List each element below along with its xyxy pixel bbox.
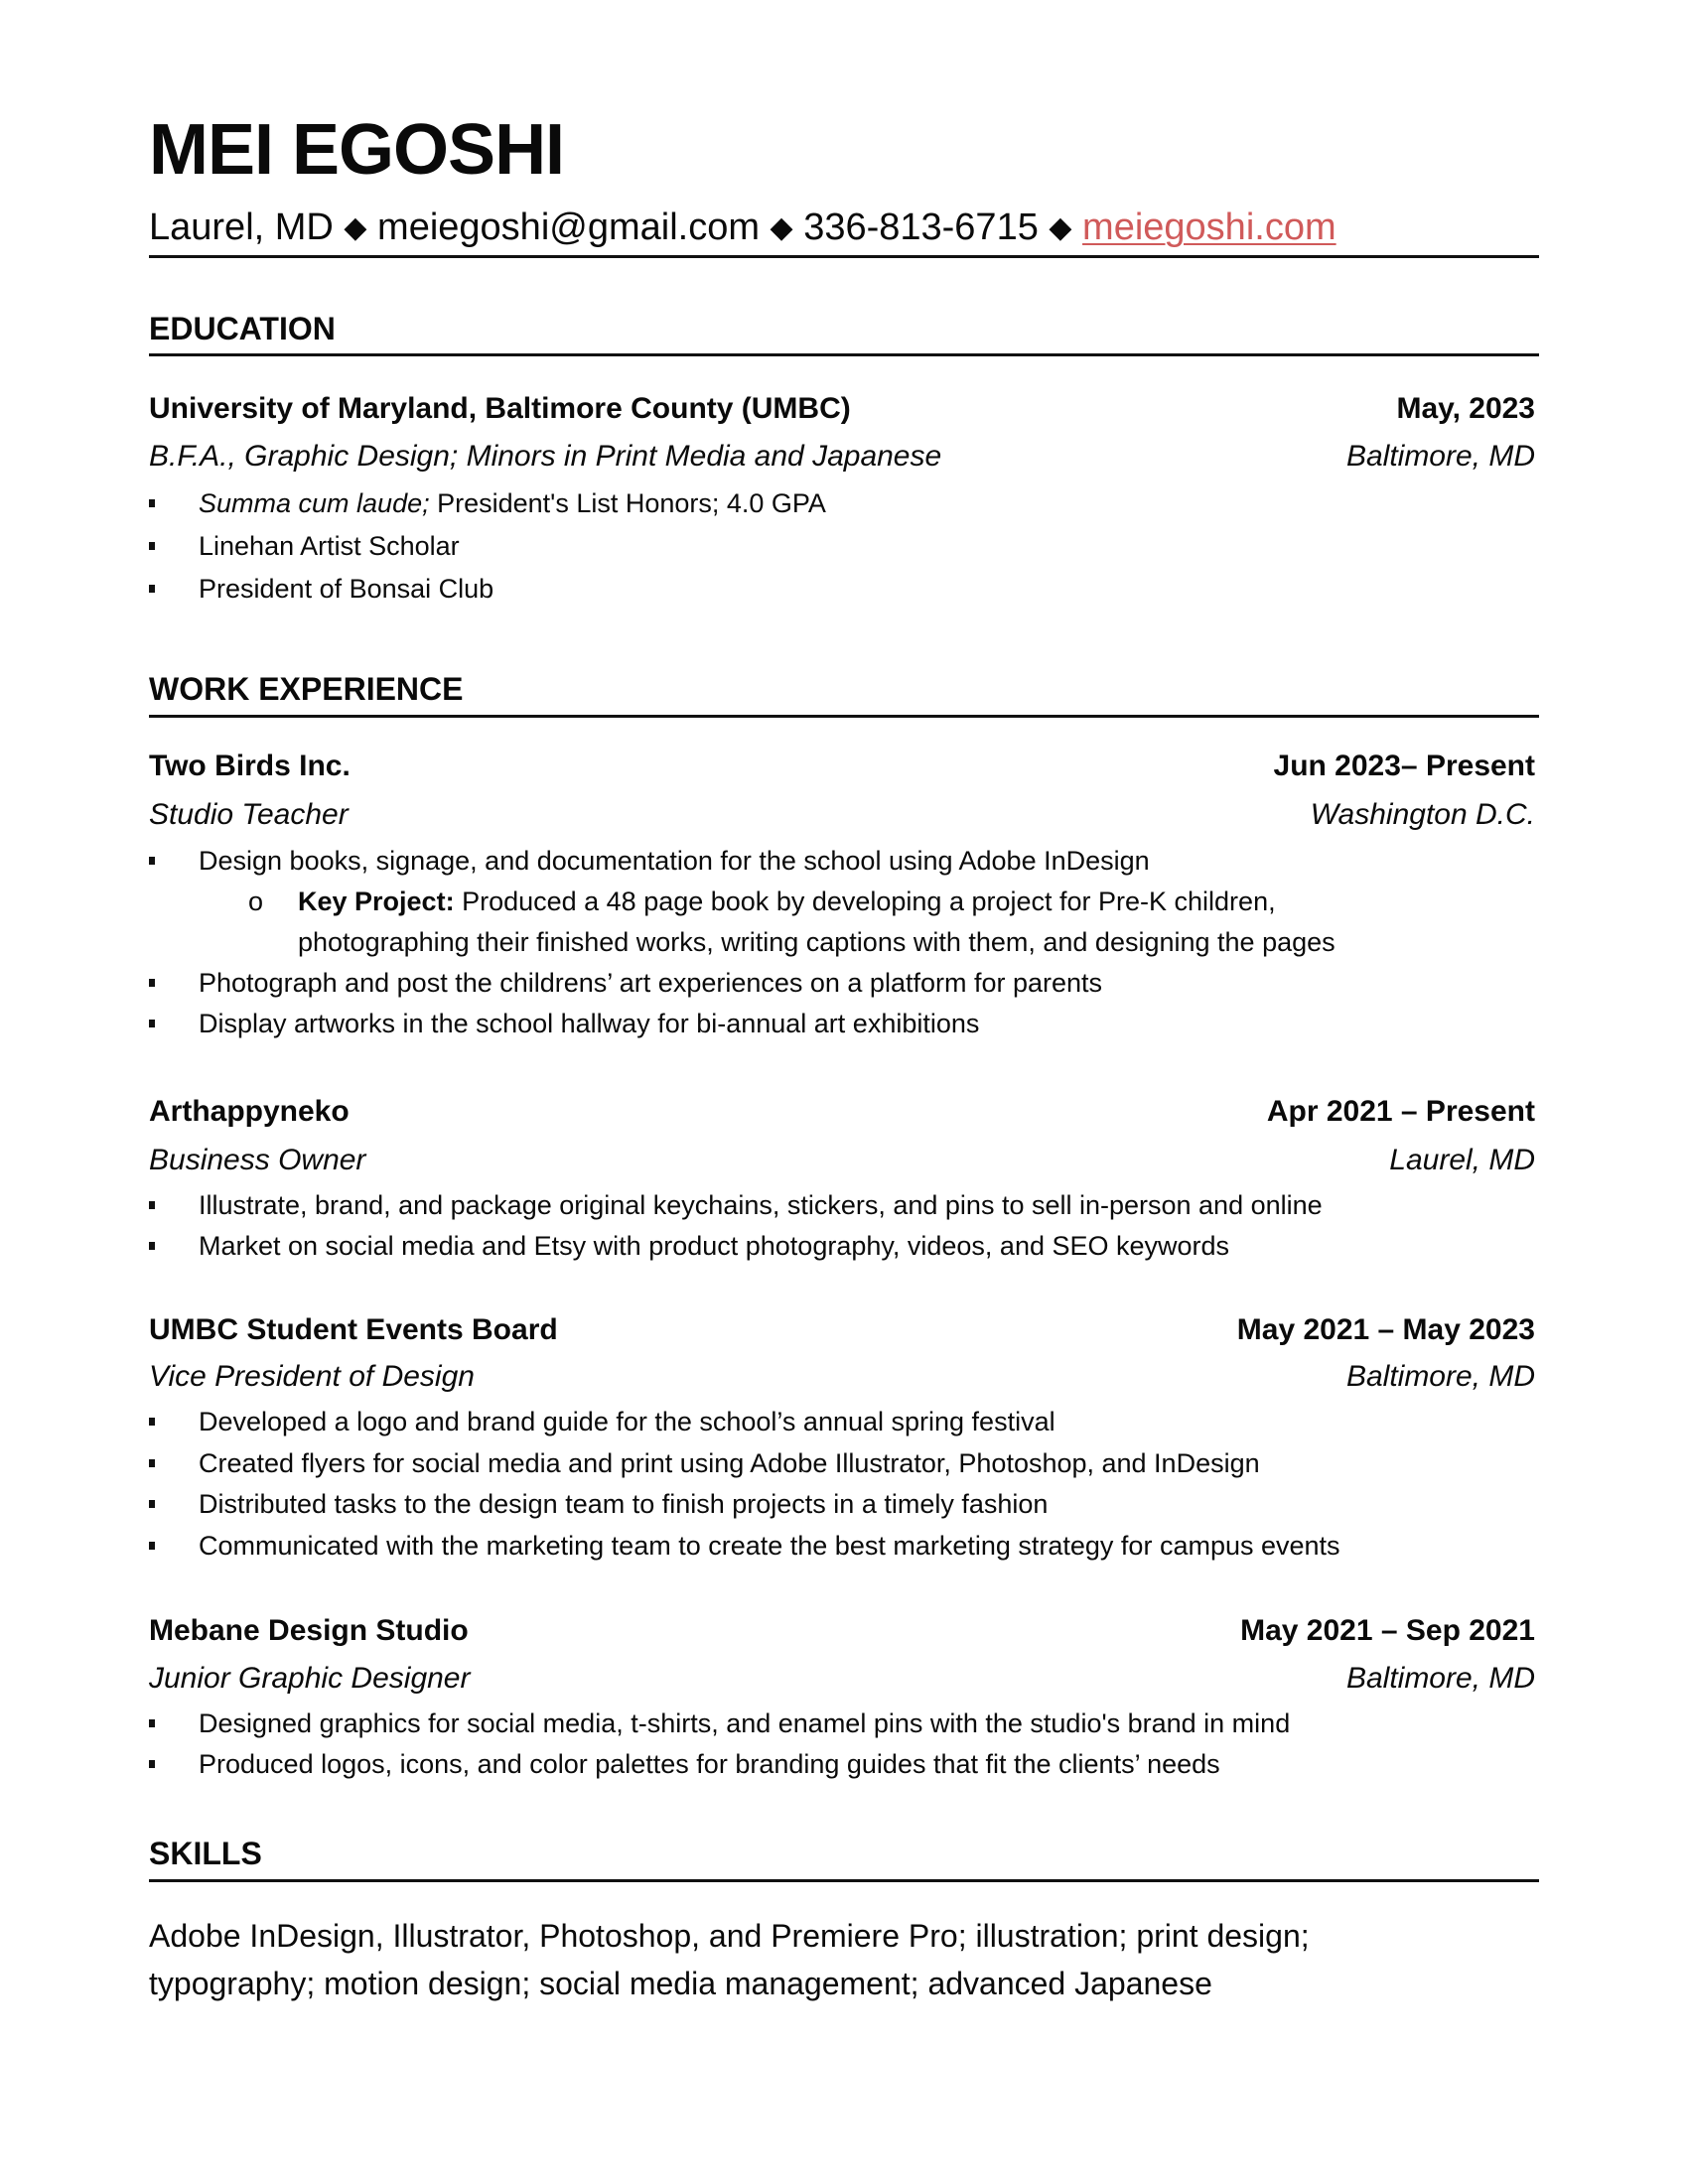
school-location: Baltimore, MD	[1345, 440, 1535, 473]
job-location: Baltimore, MD	[1345, 1662, 1535, 1695]
section-divider	[149, 353, 1539, 356]
job-header	[149, 1310, 1535, 1350]
education-subheader	[149, 437, 1535, 477]
contact-line	[149, 203, 1336, 253]
job-role: Business Owner	[149, 1144, 366, 1176]
job-role: Vice President of Design	[149, 1360, 475, 1393]
job-location: Laurel, MD	[1389, 1144, 1535, 1176]
job-header	[149, 1092, 1535, 1132]
square-bullet-icon	[149, 1719, 155, 1727]
job-header	[149, 1611, 1535, 1651]
square-bullet-icon	[149, 499, 155, 507]
square-bullet-icon	[149, 542, 155, 550]
education-header	[149, 389, 1535, 429]
contact-email[interactable]: meiegoshi@gmail.com	[377, 206, 760, 248]
job-role: Studio Teacher	[149, 798, 349, 831]
circle-bullet-icon: o	[248, 887, 264, 916]
square-bullet-icon	[149, 1242, 155, 1250]
square-bullet-icon	[149, 1459, 155, 1467]
job-subheader	[149, 795, 1535, 835]
square-bullet-icon	[149, 979, 155, 987]
square-bullet-icon	[149, 1020, 155, 1027]
square-bullet-icon	[149, 1418, 155, 1426]
degree: B.F.A., Graphic Design; Minors in Print Media and Japanese	[149, 440, 942, 473]
diamond-separator-icon: ◆	[770, 211, 793, 244]
list-item-text: Illustrate, brand, and package original keychains, stickers, and pins to sell in-person and online	[199, 1190, 1323, 1220]
list-item-text: Display artworks in the school hallway for bi-annual art exhibitions	[199, 1009, 980, 1038]
key-project-text-continued: photographing their finished works, writing captions with them, and designing the pages	[298, 927, 1336, 957]
key-project-label: Key Project:	[298, 887, 455, 916]
square-bullet-icon	[149, 1500, 155, 1508]
section-divider	[149, 715, 1539, 718]
job-date: May 2021 – Sep 2021	[1240, 1614, 1535, 1647]
section-title-skills: SKILLS	[149, 1836, 262, 1871]
list-item-text: Market on social media and Etsy with product photography, videos, and SEO keywords	[199, 1231, 1230, 1261]
list-item-text: Linehan Artist Scholar	[199, 531, 460, 561]
list-item-text: Design books, signage, and documentation for the school using Adobe InDesign	[199, 846, 1150, 876]
list-item-text: Developed a logo and brand guide for the school’s annual spring festival	[199, 1407, 1055, 1436]
list-item-text: Produced logos, icons, and color palettes for branding guides that fit the clients’ needs	[199, 1749, 1220, 1779]
square-bullet-icon	[149, 585, 155, 593]
diamond-separator-icon: ◆	[344, 211, 367, 244]
company-name: UMBC Student Events Board	[149, 1313, 558, 1346]
contact-phone: 336-813-6715	[803, 206, 1039, 248]
honor-text: President's List Honors; 4.0 GPA	[429, 488, 826, 518]
skills-line: Adobe InDesign, Illustrator, Photoshop, and Premiere Pro; illustration; print design;	[149, 1918, 1310, 1954]
job-date: May 2021 – May 2023	[1236, 1313, 1535, 1346]
square-bullet-icon	[149, 1760, 155, 1768]
company-name: Mebane Design Studio	[149, 1614, 469, 1647]
website-link[interactable]: meiegoshi.com	[1082, 206, 1336, 248]
section-title-work-experience: WORK EXPERIENCE	[149, 671, 464, 707]
section-title-education: EDUCATION	[149, 311, 336, 346]
diamond-separator-icon: ◆	[1049, 211, 1072, 244]
list-item-text: Distributed tasks to the design team to finish projects in a timely fashion	[199, 1489, 1049, 1519]
honor-italic: Summa cum laude;	[199, 488, 430, 518]
job-date: Apr 2021 – Present	[1266, 1095, 1535, 1128]
job-subheader	[149, 1357, 1535, 1397]
candidate-name: MEI EGOSHI	[149, 110, 565, 190]
company-name: Two Birds Inc.	[149, 750, 351, 782]
job-date: Jun 2023– Present	[1273, 750, 1535, 782]
skills-line: typography; motion design; social media management; advanced Japanese	[149, 1966, 1212, 2001]
list-item-text: Created flyers for social media and print using Adobe Illustrator, Photoshop, and InDesign	[199, 1448, 1260, 1478]
square-bullet-icon	[149, 1201, 155, 1209]
square-bullet-icon	[149, 857, 155, 865]
school-name: University of Maryland, Baltimore County (UMBC)	[149, 392, 851, 425]
list-item-text: Photograph and post the childrens’ art experiences on a platform for parents	[199, 968, 1103, 998]
key-project-text: Produced a 48 page book by developing a project for Pre-K children,	[454, 887, 1276, 916]
header-divider	[149, 255, 1539, 258]
list-item-text: President of Bonsai Club	[199, 574, 494, 604]
company-name: Arthappyneko	[149, 1095, 350, 1128]
job-subheader	[149, 1659, 1535, 1699]
job-location: Washington D.C.	[1310, 798, 1535, 831]
contact-location: Laurel, MD	[149, 206, 334, 248]
graduation-date: May, 2023	[1396, 392, 1535, 425]
list-item-text: Designed graphics for social media, t-shirts, and enamel pins with the studio's brand in mind	[199, 1708, 1291, 1738]
section-divider	[149, 1879, 1539, 1882]
list-item-text: Communicated with the marketing team to create the best marketing strategy for campus events	[199, 1531, 1340, 1561]
job-location: Baltimore, MD	[1345, 1360, 1535, 1393]
job-role: Junior Graphic Designer	[149, 1662, 471, 1695]
job-header	[149, 747, 1535, 786]
skills-text	[149, 1912, 1539, 2007]
job-subheader	[149, 1141, 1535, 1180]
square-bullet-icon	[149, 1542, 155, 1550]
